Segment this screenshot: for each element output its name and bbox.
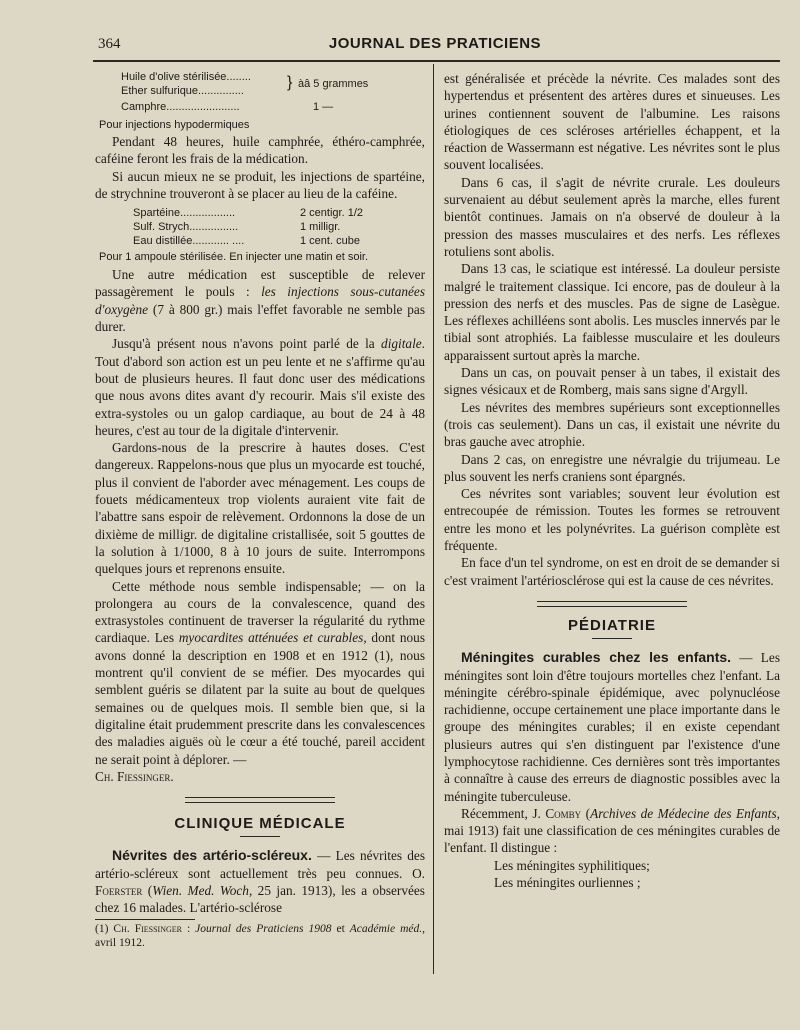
left-column xyxy=(95,70,425,950)
page-header xyxy=(90,30,780,56)
text-run: (1) xyxy=(95,922,114,935)
paragraph: Dans un cas, on pouvait penser à un tabes, il existait des signes vésicaux et de Romberg, mais sans signe d'Argyll. xyxy=(444,365,780,398)
prescription-sparteine xyxy=(95,206,425,250)
rx-item: Spartéine.................. xyxy=(133,207,236,220)
rx-item: Eau distillée............ .... xyxy=(133,235,245,248)
section-title: CLINIQUE MÉDICALE xyxy=(174,815,346,833)
paragraph: Dans 13 cas, le sciatique est intéressé. La douleur persiste malgré le traitement classique. Ici encore, pas de douleur à la pression des nerfs et des muscles. Pas de signe de Lasègue. Les réflexes achilléens sont abolis. Les muscles innervés par le tibial sont atrophiés. La faiblesse musculaire et les douleurs apparaissent surtout après la marche. xyxy=(444,261,780,363)
rx-item: Ether sulfurique............... xyxy=(121,85,244,97)
section-rule xyxy=(537,601,687,607)
rx-item: Camphre........................ xyxy=(121,101,240,113)
subsection-title: Névrites des artério-scléreux. xyxy=(112,847,312,864)
text-run: et xyxy=(331,922,350,935)
reference-title: Académie méd. xyxy=(349,922,423,935)
paragraph xyxy=(95,335,425,439)
paragraph xyxy=(95,266,425,335)
column-divider xyxy=(433,64,434,974)
italic-text: myocardites atténuées et curables xyxy=(178,630,364,646)
text-run: Jusqu'à présent nous n'avons point parlé de la xyxy=(112,336,382,352)
rx-quantity: 2 centigr. 1/2 xyxy=(300,207,363,220)
text-run: , avril 1912. xyxy=(95,922,425,949)
rx-item: Sulf. Strych................ xyxy=(133,221,239,234)
paragraph: Dans 6 cas, il s'agit de névrite crurale. Les douleurs survenaient au début seulement après la marche, elles furent bientôt continues. Jamais on n'a observé de douleur à la pression des masses musculaires et des nerfs. Les réflexes rotuliens sont abolis. xyxy=(444,174,780,259)
footnote xyxy=(95,922,425,950)
rx-item: Huile d'olive stérilisée........ xyxy=(121,71,251,83)
text-run: , dont nous avons donné la description en 1908 et en 1912 (1), nous montrent qu'il convient de se méfier. Des myocardes qui semblent guéris se dilatent par la suite au bout de quelques semaines ou de quelques mois. Il semble bien que, si la digitaline était prudemment prescrite dans les convalescences des maladies aiguës où le cœur a été touché, pareil accident ne serait point à déplorer. — xyxy=(95,630,425,767)
rx-quantity: 1 cent. cube xyxy=(300,235,360,248)
text-run: : xyxy=(182,922,196,935)
paragraph: Si aucun mieux ne se produit, les injections de spartéine, de strychnine trouveront à se placer au lieu de la caféine. xyxy=(95,168,425,201)
text-run: , mai 1913) fait une classification de ces méningites curables de l'enfant. Il distingue : xyxy=(444,805,780,856)
section-underline xyxy=(240,836,280,837)
text-run: — Les névrites des artério-scléreux sont actuellement très peu connues. O. xyxy=(95,848,426,881)
paragraph: Dans 2 cas, on enregistre une névralgie du trijumeau. Le plus souvent les nerfs craniens sont épargnés. xyxy=(444,451,780,484)
right-column xyxy=(444,70,780,891)
rx-quantity: àâ 5 grammes xyxy=(298,78,369,90)
rx-note: Pour injections hypodermiques xyxy=(99,119,250,131)
text-run: ( xyxy=(142,882,153,898)
page-number: 364 xyxy=(98,36,121,52)
paragraph: Pendant 48 heures, huile camphrée, éthéro-camphrée, caféine feront les frais de la médication. xyxy=(95,134,425,167)
text-run: , 25 jan. 1913), les a observées chez 16 malades. L'artério-sclérose xyxy=(95,882,425,916)
brace-glyph: } xyxy=(287,74,293,91)
paragraph xyxy=(95,578,425,768)
paragraph: Les névrites des membres supérieurs sont exceptionnelles (trois cas seulement). Dans un cas, il existait une névrite du bras gauche avec atrophie. xyxy=(444,399,780,450)
section-rule xyxy=(185,797,335,803)
paragraph xyxy=(444,649,780,805)
author-signature: Ch. Fiessinger. xyxy=(95,768,174,784)
text-run: — Les méningites sont loin d'être toujours mortelles chez l'enfant. La méningite cérébro-spinale épidémique, avec polynucléose rachidienne, occupe certainement une place importante dans le groupe des méningites curables; il en existe cependant plusieurs autres qui s'en distinguent par l'existence d'une lymphocytose rachidienne. Ces dernières sont très importantes à connaître à cause des erreurs de diagnostic possibles avec la méningite tuberculeuse. xyxy=(444,650,780,804)
text-run: ( xyxy=(581,805,591,821)
italic-text: les injections sous-cutanées d'oxygène xyxy=(95,284,425,317)
paragraph xyxy=(95,847,425,916)
section-title: PÉDIATRIE xyxy=(568,616,656,634)
prescription-camphor xyxy=(95,70,425,118)
header-rule xyxy=(93,60,780,62)
footnote-rule xyxy=(95,919,195,920)
section-underline xyxy=(592,638,632,639)
author-name: Comby xyxy=(545,805,582,821)
list-item: Les méningites syphilitiques; xyxy=(494,857,650,873)
paragraph: est généralisée et précède la névrite. Ces malades sont des hypertendus et présentent des artères dures et sinueuses. Les urines contiennent souvent de l'albumine. Les raisons étiologiques de ces scléroses artérielles échappent, et la réaction de Wassermann est négative. Les névrites sont le plus souvent localisées. xyxy=(444,71,780,173)
reference-title: Archives de Médecine des Enfants xyxy=(590,805,777,821)
author-name: Ch. Fiessinger xyxy=(113,922,182,935)
paragraph: Ces névrites sont variables; souvent leur évolution est entrecoupée de rémission. Toutes les formes se retrouvent entre les mono et les polynévrites. La guérison complète est fréquente. xyxy=(444,486,780,554)
rx-quantity: 1 milligr. xyxy=(300,221,341,234)
subsection-title: Méningites curables chez les enfants. xyxy=(461,649,732,666)
rx-note: Pour 1 ampoule stérilisée. En injecter une matin et soir. xyxy=(99,251,369,264)
text-run: Cette méthode nous semble indispensable; — on la prolongera au cours de la convalescence, quand des extrasystoles continuent de traverser la régularité du rythme cardiaque. Les xyxy=(95,578,425,646)
reference-title: Wien. Med. Woch xyxy=(152,882,249,898)
paragraph: En face d'un tel syndrome, on est en droit de se demander si c'est vraiment l'artériosclérose qui est la cause de ces névrites. xyxy=(444,555,780,588)
journal-title: JOURNAL DES PRATICIENS xyxy=(328,35,542,52)
text-run: Récemment, J. xyxy=(461,805,546,821)
text-run: . Tout d'abord son action est un peu lente et ne s'affirme qu'au bout de plusieurs heures. Il faut donc user des médications que nous avons dites avant d'y recourir. Mais s'il existe des extra-systoles ou un galop cardiaque, au bout de 24 à 48 heures, c'est au tour de la digitale d'intervenir. xyxy=(95,336,425,438)
text-run: Une autre médication est susceptible de relever passagèrement le pouls : xyxy=(95,267,425,300)
reference-title: Journal des Praticiens 1908 xyxy=(195,922,332,935)
author-name: Foerster xyxy=(95,882,143,898)
text-run: (7 à 800 gr.) mais l'effet favorable ne semble pas durer. xyxy=(95,301,425,335)
italic-text: digitale xyxy=(381,336,422,352)
paragraph: Gardons-nous de la prescrire à hautes doses. C'est dangereux. Rappelons-nous que plus un myocarde est touché, plus il convient de l'aborder avec ménagement. Les coups de fouets médicamenteux trop violents auraient vite fait de l'abattre sans espoir de relèvement. Ordonnons la dose de un dixième de milligr. de digitaline cristallisée, soit 5 gouttes de la solution à 1/1000, 8 à 10 jours de suite. Interrompons quelques jours et reprenons ensuite. xyxy=(95,440,425,577)
paragraph xyxy=(444,805,780,857)
list-item: Les méningites ourliennes ; xyxy=(494,875,641,891)
rx-quantity: 1 — xyxy=(313,101,334,113)
